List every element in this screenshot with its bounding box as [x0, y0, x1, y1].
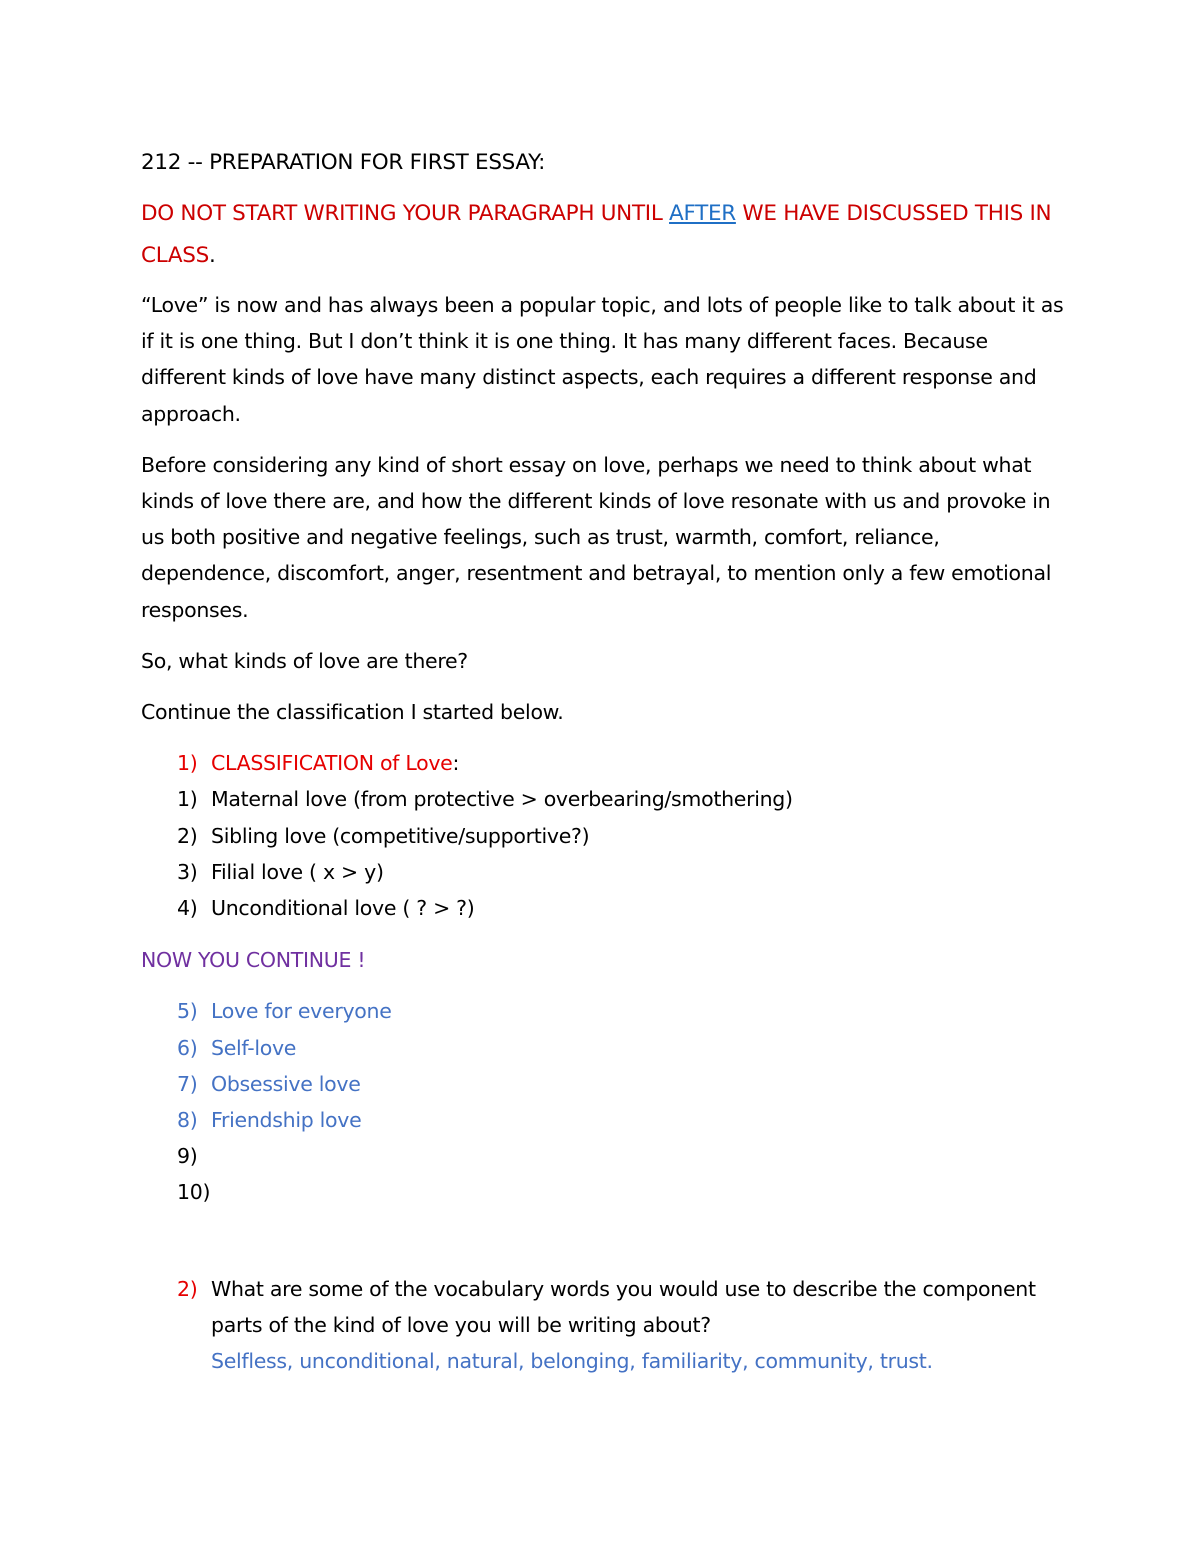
- list-number: 1): [177, 787, 198, 812]
- classification-colon: :: [452, 751, 460, 776]
- list-number: 2): [177, 1276, 198, 1301]
- list-number: 9): [177, 1144, 198, 1169]
- after-link[interactable]: AFTER: [669, 201, 736, 226]
- list-item: [141, 993, 1071, 1029]
- list-item-text: Friendship love: [211, 1108, 362, 1133]
- classification-label: CLASSIFICATION of Love: [211, 751, 453, 776]
- warning-notice: [141, 193, 1071, 277]
- list-item: [141, 1138, 1071, 1174]
- question-answer: Selfless, unconditional, natural, belonging, familiarity, community, trust.: [211, 1349, 933, 1374]
- list-item-text: Obsessive love: [211, 1071, 361, 1096]
- list-item-text: Unconditional love ( ? > ?): [211, 896, 475, 921]
- list-item: [141, 781, 1071, 817]
- list-item-text: Maternal love (from protective > overbearing/smothering): [211, 787, 793, 812]
- paragraph-instruction: Continue the classification I started below.: [141, 700, 564, 725]
- question-list: [141, 1271, 1071, 1380]
- page-title: 212 -- PREPARATION FOR FIRST ESSAY:: [141, 150, 546, 175]
- list-number: 8): [177, 1108, 198, 1133]
- page-content: [141, 145, 1071, 1379]
- list-number: 2): [177, 823, 198, 848]
- list-item-question-2: [141, 1271, 1071, 1380]
- list-item-classification: [141, 745, 1071, 781]
- question-text: What are some of the vocabulary words you would use to describe the component parts of the kind of love you will be writing about?: [211, 1276, 1036, 1337]
- list-number: 7): [177, 1071, 198, 1096]
- list-number: 10): [177, 1180, 211, 1205]
- continue-label: NOW YOU CONTINUE !: [141, 948, 366, 973]
- list-number: 5): [177, 999, 198, 1024]
- list-item-text: Filial love ( x > y): [211, 859, 384, 884]
- list-item: [141, 1030, 1071, 1066]
- classification-list: [141, 745, 1071, 926]
- warning-text-start: DO NOT START WRITING YOUR PARAGRAPH UNTIL: [141, 201, 670, 226]
- spacer: [141, 1211, 1071, 1271]
- list-number: 3): [177, 859, 198, 884]
- list-item: [141, 890, 1071, 926]
- warning-period: .: [209, 243, 216, 268]
- warning-text-end: WE HAVE DISCUSSED THIS IN CLASS: [141, 201, 1052, 268]
- list-item: [141, 854, 1071, 890]
- paragraph-question: So, what kinds of love are there?: [141, 648, 468, 673]
- answer-list: [141, 993, 1071, 1210]
- list-item: [141, 1174, 1071, 1210]
- list-number: 1): [177, 751, 198, 776]
- list-item-text: Self-love: [211, 1035, 297, 1060]
- list-item-text: Love for everyone: [211, 999, 392, 1024]
- list-item: [141, 1066, 1071, 1102]
- list-item-text: Sibling love (competitive/supportive?): [211, 823, 590, 848]
- list-number: 4): [177, 896, 198, 921]
- list-item: [141, 1102, 1071, 1138]
- list-number: 6): [177, 1035, 198, 1060]
- paragraph-before-considering: Before considering any kind of short essay on love, perhaps we need to think about what kinds of love there are, and how the different kinds of love resonate with us and provoke in us both positive and negative feelings, such as trust, warmth, comfort, reliance, dependence, discomfort, anger, resentment and betrayal, to mention only a few emotional responses.: [141, 452, 1052, 622]
- paragraph-intro: “Love” is now and has always been a popular topic, and lots of people like to talk about it as if it is one thing. But I don’t think it is one thing. It has many different faces. Because different kinds of love have many distinct aspects, each requires a different response and approach.: [141, 293, 1064, 426]
- list-item: [141, 818, 1071, 854]
